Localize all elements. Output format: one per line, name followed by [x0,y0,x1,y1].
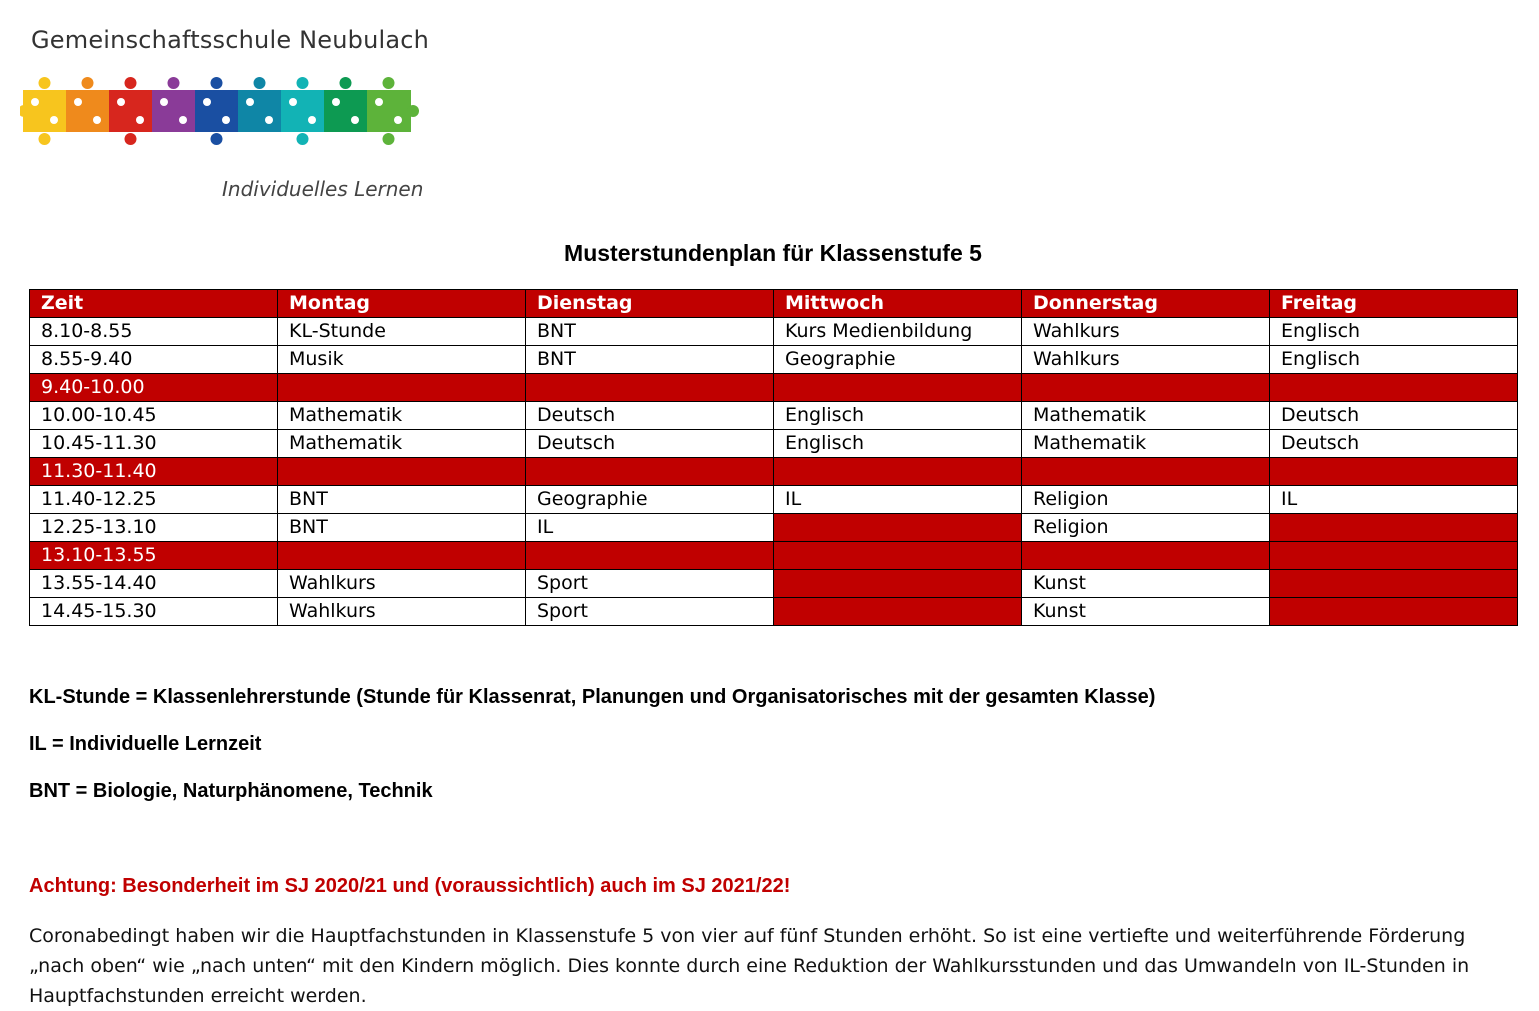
school-name: Gemeinschaftsschule Neubulach [31,26,430,54]
cell-mittwoch: Geographie [774,346,1022,374]
cell-donnerstag [1022,374,1270,402]
time-cell: 14.45-15.30 [30,598,278,626]
cell-mittwoch: Englisch [774,402,1022,430]
break-row [30,374,1518,402]
cell-mittwoch: IL [774,486,1022,514]
timetable [29,289,1518,626]
cell-donnerstag [1022,458,1270,486]
time-cell: 13.10-13.55 [30,542,278,570]
cell-mittwoch [774,514,1022,542]
cell-dienstag [526,458,774,486]
cell-donnerstag: Kunst [1022,570,1270,598]
cell-dienstag: Sport [526,598,774,626]
lesson-row [30,486,1518,514]
cell-dienstag: Deutsch [526,402,774,430]
cell-donnerstag [1022,542,1270,570]
cell-donnerstag: Religion [1022,486,1270,514]
time-cell: 11.30-11.40 [30,458,278,486]
cell-mittwoch: Kurs Medienbildung [774,318,1022,346]
cell-donnerstag: Mathematik [1022,430,1270,458]
cell-dienstag: Geographie [526,486,774,514]
cell-montag: Mathematik [278,430,526,458]
warning-heading: Achtung: Besonderheit im SJ 2020/21 und (voraussichtlich) auch im SJ 2021/22! [29,875,791,897]
lesson-row [30,598,1518,626]
cell-montag: KL-Stunde [278,318,526,346]
cell-montag [278,374,526,402]
cell-freitag [1270,458,1518,486]
cell-freitag [1270,598,1518,626]
cell-montag: Mathematik [278,402,526,430]
header-freitag: Freitag [1270,290,1518,318]
lesson-row [30,430,1518,458]
cell-dienstag: IL [526,514,774,542]
note-kl-stunde: KL-Stunde = Klassenlehrerstunde (Stunde für Klassenrat, Planungen und Organisatorisches mit der gesamten Klasse) [29,686,1156,708]
cell-freitag [1270,542,1518,570]
cell-mittwoch [774,570,1022,598]
cell-montag: BNT [278,486,526,514]
puzzle-piece-9 [367,77,419,145]
cell-mittwoch: Englisch [774,430,1022,458]
cell-mittwoch [774,598,1022,626]
cell-freitag: IL [1270,486,1518,514]
lesson-row [30,570,1518,598]
time-cell: 8.10-8.55 [30,318,278,346]
cell-freitag [1270,570,1518,598]
cell-montag [278,458,526,486]
cell-donnerstag: Wahlkurs [1022,346,1270,374]
note-il: IL = Individuelle Lernzeit [29,733,262,755]
lesson-row [30,318,1518,346]
cell-donnerstag: Kunst [1022,598,1270,626]
cell-dienstag: BNT [526,346,774,374]
cell-freitag: Englisch [1270,346,1518,374]
time-cell: 10.00-10.45 [30,402,278,430]
time-cell: 12.25-13.10 [30,514,278,542]
cell-dienstag [526,542,774,570]
school-logo-puzzle [20,74,440,150]
break-row [30,542,1518,570]
explanation-paragraph: Coronabedingt haben wir die Hauptfachstunden in Klassenstufe 5 von vier auf fünf Stunden erhöht. So ist eine vertiefte und weiterführende Förderung „nach oben“ wie „nach unten“ mit den Kindern möglich. Dies konnte durch eine Reduktion der Wahlkursstunden und das Umwandeln von IL-Stunden in Hauptfachstunden erreicht werden. [29,925,1470,1007]
cell-freitag: Deutsch [1270,430,1518,458]
timetable-header-row [30,290,1518,318]
cell-dienstag: Deutsch [526,430,774,458]
header-zeit: Zeit [30,290,278,318]
cell-freitag [1270,514,1518,542]
time-cell: 9.40-10.00 [30,374,278,402]
lesson-row [30,346,1518,374]
time-cell: 13.55-14.40 [30,570,278,598]
cell-montag: BNT [278,514,526,542]
time-cell: 8.55-9.40 [30,346,278,374]
lesson-row [30,402,1518,430]
cell-mittwoch [774,542,1022,570]
page-title: Musterstundenplan für Klassenstufe 5 [564,240,982,266]
break-row [30,458,1518,486]
lesson-row [30,514,1518,542]
time-cell: 10.45-11.30 [30,430,278,458]
header-montag: Montag [278,290,526,318]
cell-freitag [1270,374,1518,402]
cell-mittwoch [774,458,1022,486]
cell-montag: Wahlkurs [278,598,526,626]
cell-dienstag: Sport [526,570,774,598]
header-dienstag: Dienstag [526,290,774,318]
cell-dienstag: BNT [526,318,774,346]
header-mittwoch: Mittwoch [774,290,1022,318]
cell-montag [278,542,526,570]
cell-donnerstag: Religion [1022,514,1270,542]
school-tagline: Individuelles Lernen [222,177,424,201]
time-cell: 11.40-12.25 [30,486,278,514]
cell-freitag: Deutsch [1270,402,1518,430]
cell-dienstag [526,374,774,402]
cell-freitag: Englisch [1270,318,1518,346]
cell-montag: Musik [278,346,526,374]
note-bnt: BNT = Biologie, Naturphänomene, Technik [29,780,433,802]
cell-donnerstag: Wahlkurs [1022,318,1270,346]
cell-mittwoch [774,374,1022,402]
cell-donnerstag: Mathematik [1022,402,1270,430]
cell-montag: Wahlkurs [278,570,526,598]
header-donnerstag: Donnerstag [1022,290,1270,318]
